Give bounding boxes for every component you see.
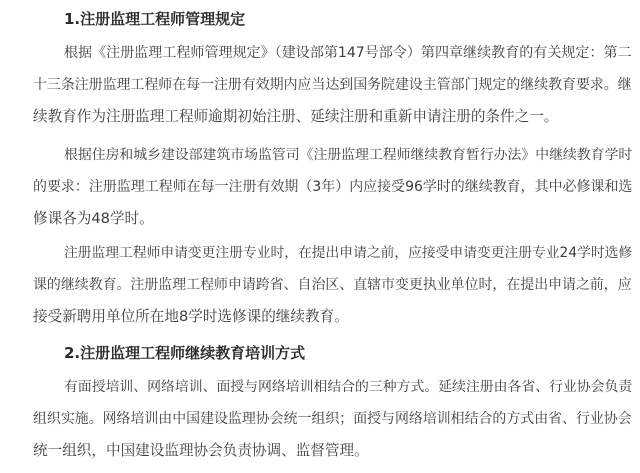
section-1-paragraph-1-line-2: 十三条注册监理工程师在每一注册有效期内应当达到国务院建设主管部门规定的继续教育要求。继	[33, 77, 632, 93]
section-1-paragraph-3-line-1: 注册监理工程师申请变更注册专业时，在提出申请之前，应接受申请变更注册专业24学时选修	[64, 245, 633, 261]
section-2-paragraph-1-line-1: 有面授培训、网络培训、面授与网络培训相结合的三种方式。延续注册由各省、行业协会负责	[64, 379, 633, 395]
section-1-paragraph-2-line-2: 的要求：注册监理工程师在每一注册有效期（3年）内应接受96学时的继续教育，其中必修课和选	[33, 179, 633, 195]
section-1-paragraph-2-line-3: 修课各为48学时。	[33, 210, 154, 227]
section-1-paragraph-1-line-1: 根据《注册监理工程师管理规定》（建设部第147号部令）第四章继续教育的有关规定：第二	[64, 45, 632, 61]
section-1-paragraph-1-line-3: 续教育作为注册监理工程师逾期初始注册、延续注册和重新申请注册的条件之一。	[33, 108, 559, 125]
section-2-paragraph-1-line-3: 统一组织，中国建设监理协会负责协调、监督管理。	[33, 442, 369, 459]
section-2-heading: 2.注册监理工程师继续教育培训方式	[64, 344, 306, 362]
section-1-heading: 1.注册监理工程师管理规定	[64, 10, 246, 28]
section-1-paragraph-3-line-3: 接受新聘用单位所在地8学时选修课的继续教育。	[33, 308, 349, 325]
section-1-paragraph-3-line-2: 课的继续教育。注册监理工程师申请跨省、自治区、直辖市变更执业单位时，在提出申请之前，应	[33, 277, 632, 293]
section-1-paragraph-2-line-1: 根据住房和城乡建设部建筑市场监管司《注册监理工程师继续教育暂行办法》中继续教育学时	[64, 147, 633, 163]
section-2-paragraph-1-line-2: 组织实施。网络培训由中国建设监理协会统一组织；面授与网络培训相结合的方式由省、行业协会	[33, 411, 632, 427]
